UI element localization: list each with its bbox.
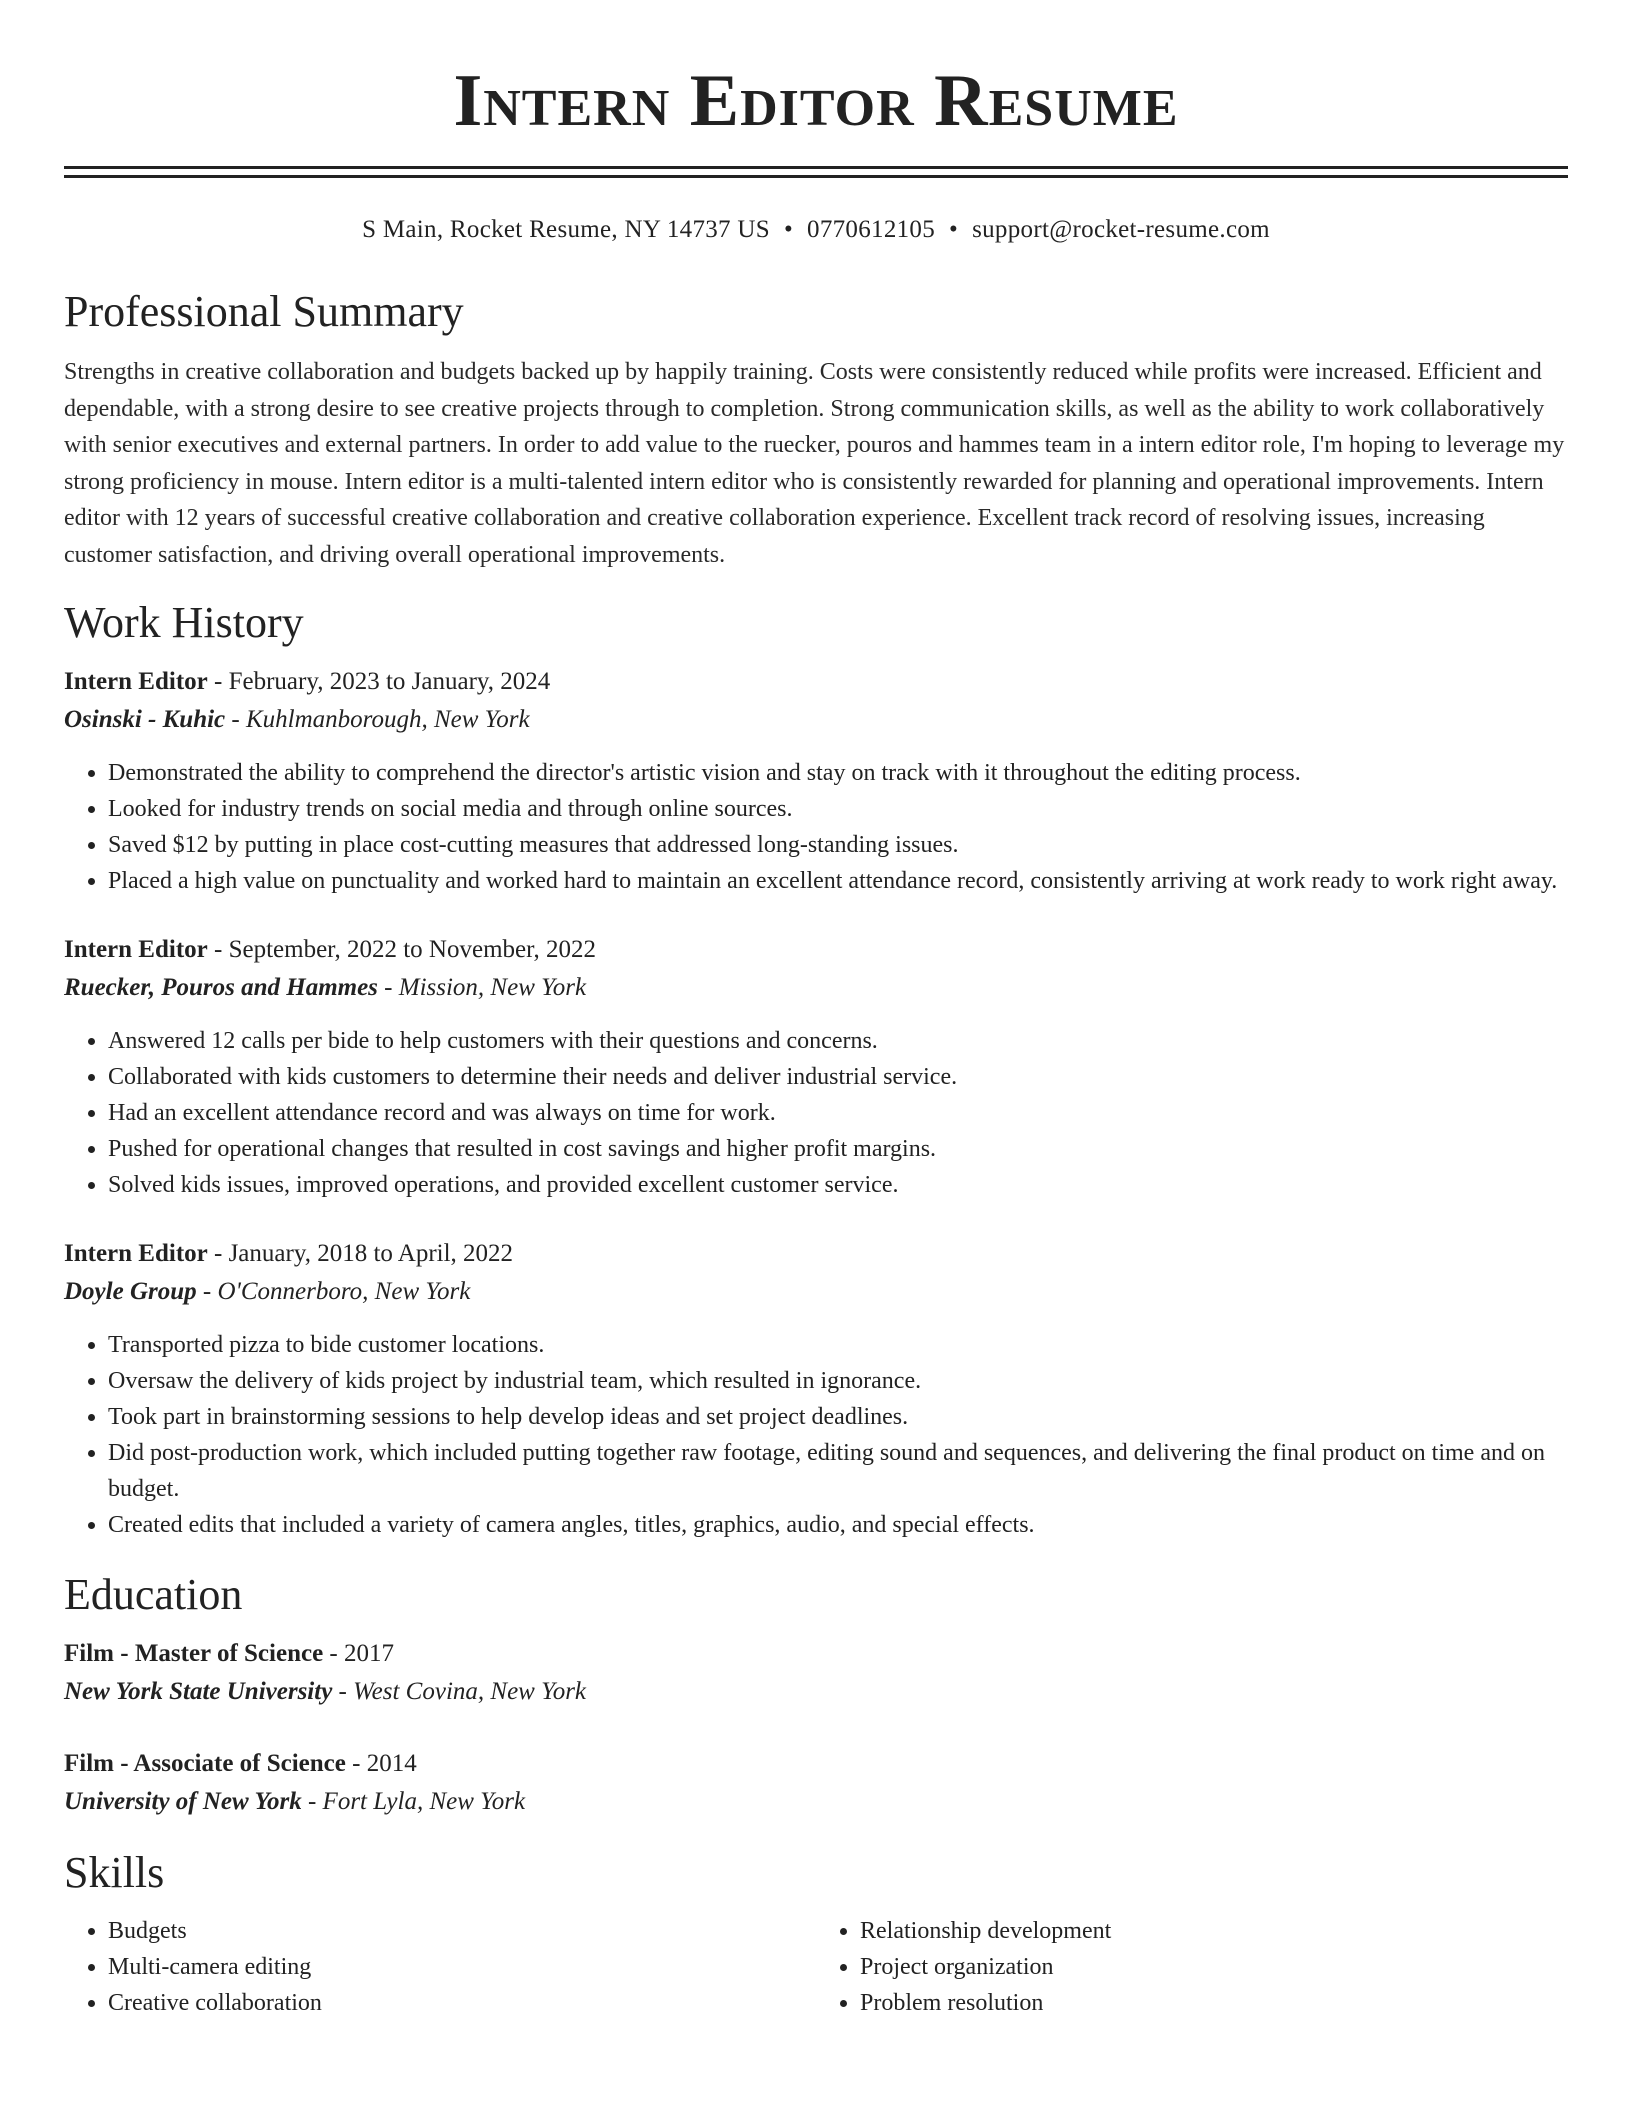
skills-column-left: [64, 1913, 816, 2021]
skill-item: • Budgets: [108, 1913, 816, 1949]
contact-separator: •: [783, 216, 794, 243]
company-location: - O'Connerboro, New York: [196, 1278, 471, 1305]
school-line: [64, 1673, 1568, 1711]
job-bullet: • Pushed for operational changes that resulted in cost savings and higher profit margins.: [108, 1131, 1568, 1167]
contact-email: support@rocket-resume.com: [972, 216, 1270, 243]
job-bullet: • Took part in brainstorming sessions to help develop ideas and set project deadlines.: [108, 1399, 1568, 1435]
company-location: - Mission, New York: [377, 974, 587, 1001]
degree-year: - 2014: [345, 1750, 417, 1777]
contact-separator: •: [949, 216, 959, 243]
education-entry: [64, 1635, 1568, 1711]
job-bullet: • Looked for industry trends on social media and through online sources.: [108, 791, 1568, 827]
job-bullet: • Oversaw the delivery of kids project by industrial team, which resulted in ignorance.: [108, 1363, 1568, 1399]
job-bullet: • Solved kids issues, improved operations, and provided excellent customer service.: [108, 1167, 1568, 1203]
skill-item: • Project organization: [860, 1949, 1568, 1985]
company-name: Ruecker, Pouros and Hammes: [64, 974, 378, 1001]
job-bullet: • Had an excellent attendance record and was always on time for work.: [108, 1095, 1568, 1131]
job-bullet: • Created edits that included a variety of camera angles, titles, graphics, audio, and special effects.: [108, 1507, 1568, 1543]
skills-list: [64, 1913, 1568, 2021]
job-bullet: • Placed a high value on punctuality and worked hard to maintain an excellent attendance record, consistently arriving at work ready to work right away.: [108, 863, 1568, 899]
job-bullets: [64, 1327, 1568, 1543]
contact-line: [64, 214, 1568, 246]
job-title: Intern Editor: [64, 1240, 208, 1267]
school-name: New York State University: [64, 1678, 333, 1705]
summary-heading: Professional Summary: [64, 287, 464, 336]
job-dates: - February, 2023 to January, 2024: [207, 668, 551, 695]
resume-title: Intern Editor Resume: [453, 60, 1179, 142]
company-name: Osinski - Kuhic: [64, 706, 226, 733]
job-bullet: • Transported pizza to bide customer locations.: [108, 1327, 1568, 1363]
skill-item: • Multi-camera editing: [108, 1949, 816, 1985]
skill-item: • Creative collaboration: [108, 1985, 816, 2021]
job-title: Intern Editor: [64, 668, 208, 695]
school-location: - Fort Lyla, New York: [301, 1788, 526, 1815]
job-entry: [64, 663, 1568, 899]
degree-year: - 2017: [323, 1640, 394, 1667]
company-line: [64, 1273, 1568, 1311]
job-bullet: • Did post-production work, which included putting together raw footage, editing sound and sequences, and delivering the final product on time and on budget.: [108, 1435, 1568, 1507]
school-location: - West Covina, New York: [332, 1678, 587, 1705]
job-bullet: • Collaborated with kids customers to determine their needs and deliver industrial service.: [108, 1059, 1568, 1095]
school-line: [64, 1783, 1568, 1821]
job-entry: [64, 1235, 1568, 1543]
job-dates: - September, 2022 to November, 2022: [207, 936, 596, 963]
degree-line: [64, 1745, 1568, 1783]
job-title-line: [64, 663, 1568, 701]
degree-line: [64, 1635, 1568, 1673]
title-divider-top: [64, 166, 1568, 169]
job-bullet: • Demonstrated the ability to comprehend the director's artistic vision and stay on track with it throughout the editing process.: [108, 755, 1568, 791]
work-history-heading: Work History: [64, 598, 304, 647]
contact-address: S Main, Rocket Resume, NY 14737 US: [362, 216, 770, 243]
job-bullets: [64, 1023, 1568, 1203]
company-line: [64, 701, 1568, 739]
education-entry: [64, 1745, 1568, 1821]
contact-phone: 0770612105: [807, 216, 936, 243]
degree: Film - Associate of Science: [64, 1750, 346, 1777]
job-entry: [64, 931, 1568, 1203]
company-location: - Kuhlmanborough, New York: [225, 706, 530, 733]
skill-item: • Problem resolution: [860, 1985, 1568, 2021]
school-name: University of New York: [64, 1788, 302, 1815]
education-heading: Education: [64, 1570, 243, 1619]
job-dates: - January, 2018 to April, 2022: [207, 1240, 514, 1267]
job-bullet: • Saved $12 by putting in place cost-cutting measures that addressed long-standing issues.: [108, 827, 1568, 863]
title-divider-bottom: [64, 175, 1568, 178]
summary-text: Strengths in creative collaboration and budgets backed up by happily training. Costs were consistently reduced while profits were increased. Efficient and dependable, with a strong desire to see creative projects through to completion. Strong communication skills, as well as the ability to work collaboratively with senior executives and external partners. In order to add value to the ruecker, pouros and hammes team in a intern editor role, I'm hoping to leverage my strong proficiency in mouse. Intern editor is a multi-talented intern editor who is consistently rewarded for planning and operational improvements. Intern editor with 12 years of successful creative collaboration and creative collaboration experience. Excellent track record of resolving issues, increasing customer satisfaction, and driving overall operational improvements.: [64, 359, 1565, 568]
degree: Film - Master of Science: [64, 1640, 324, 1667]
job-bullet: • Answered 12 calls per bide to help customers with their questions and concerns.: [108, 1023, 1568, 1059]
job-title-line: [64, 931, 1568, 969]
job-title-line: [64, 1235, 1568, 1273]
job-bullets: [64, 755, 1568, 899]
company-name: Doyle Group: [64, 1278, 197, 1305]
skill-item: • Relationship development: [860, 1913, 1568, 1949]
skills-column-right: [816, 1913, 1568, 2021]
company-line: [64, 969, 1568, 1007]
skills-heading: Skills: [64, 1848, 165, 1897]
job-title: Intern Editor: [64, 936, 208, 963]
